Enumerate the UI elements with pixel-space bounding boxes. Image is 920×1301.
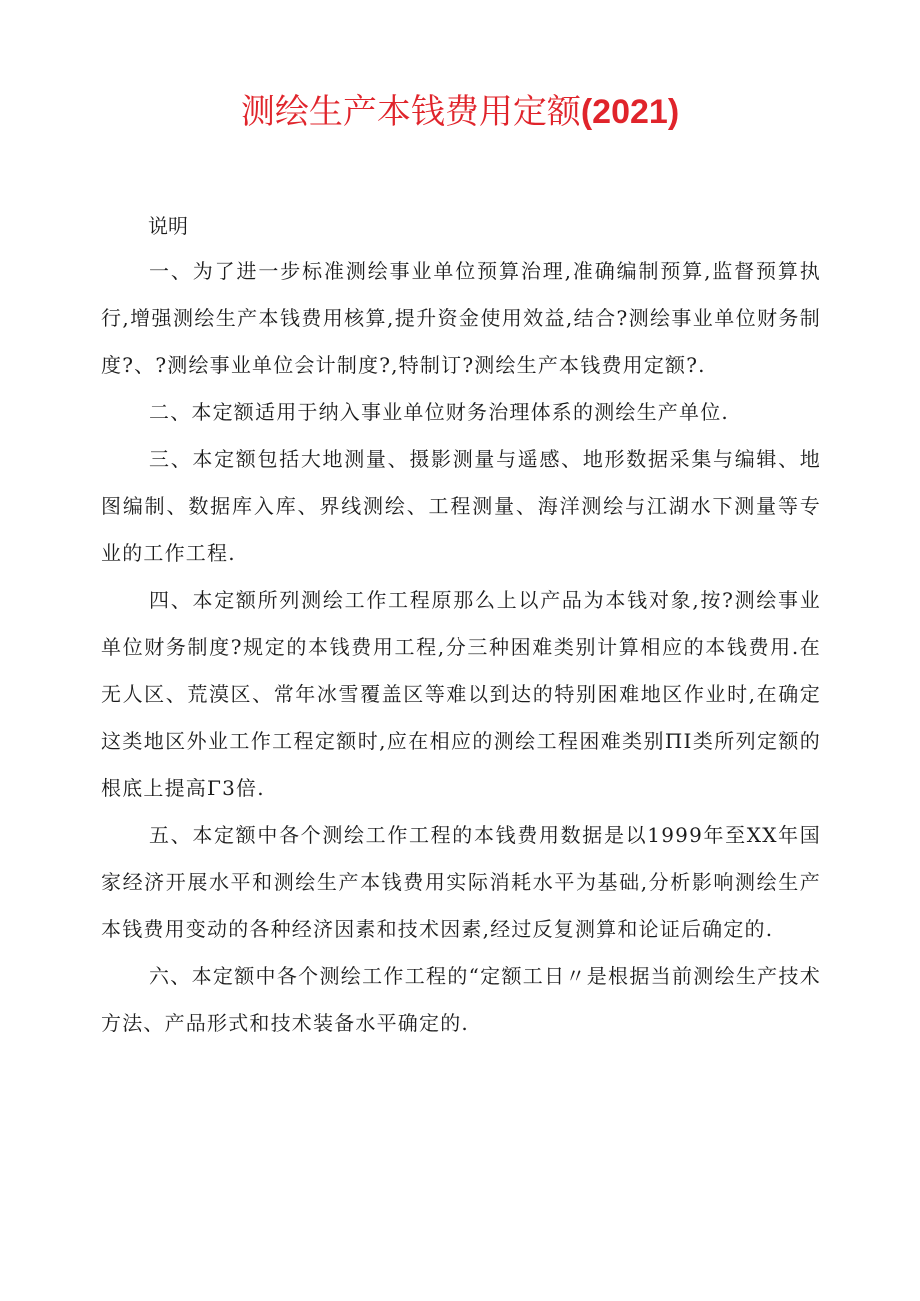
section-heading: 说明 <box>148 214 188 238</box>
paragraph-4: 四、本定额所列测绘工作工程原那么上以产品为本钱对象,按?测绘事业单位财务制度?规定的本钱费用工程,分三种困难类别计算相应的本钱费用.在无人区、荒漠区、常年冰雪覆盖区等难以到达的特别困难地区作业时,在确定这类地区外业工作工程定额时,应在相应的测绘工程困难类别ΠΙ类所列定额的根底上提高Γ3倍. <box>101 588 821 800</box>
paragraph-6: 六、本定额中各个测绘工作工程的“定额工日〃是根据当前测绘生产技术方法、产品形式和技术装备水平确定的. <box>101 964 821 1035</box>
paragraph-1: 一、为了进一步标准测绘事业单位预算治理,准确编制预算,监督预算执行,增强测绘生产本钱费用核算,提升资金使用效益,结合?测绘事业单位财务制度?、?测绘事业单位会计制度?,特制订?测绘生产本钱费用定额?. <box>101 259 821 377</box>
title-year-text: (2021) <box>580 93 680 131</box>
document-body <box>101 248 821 1047</box>
document-title <box>0 86 920 138</box>
paragraph-5: 五、本定额中各个测绘工作工程的本钱费用数据是以1999年至XX年国家经济开展水平和测绘生产本钱费用实际消耗水平为基础,分析影响测绘生产本钱费用变动的各种经济因素和技术因素,经过反复测算和论证后确定的. <box>101 823 821 941</box>
title-main-text: 测绘生产本钱费用定额 <box>240 92 581 132</box>
paragraph-3: 三、本定额包括大地测量、摄影测量与遥感、地形数据采集与编辑、地图编制、数据库入库、界线测绘、工程测量、海洋测绘与江湖水下测量等专业的工作工程. <box>101 447 821 565</box>
paragraph-2: 二、本定额适用于纳入事业单位财务治理体系的测绘生产单位. <box>149 400 729 424</box>
